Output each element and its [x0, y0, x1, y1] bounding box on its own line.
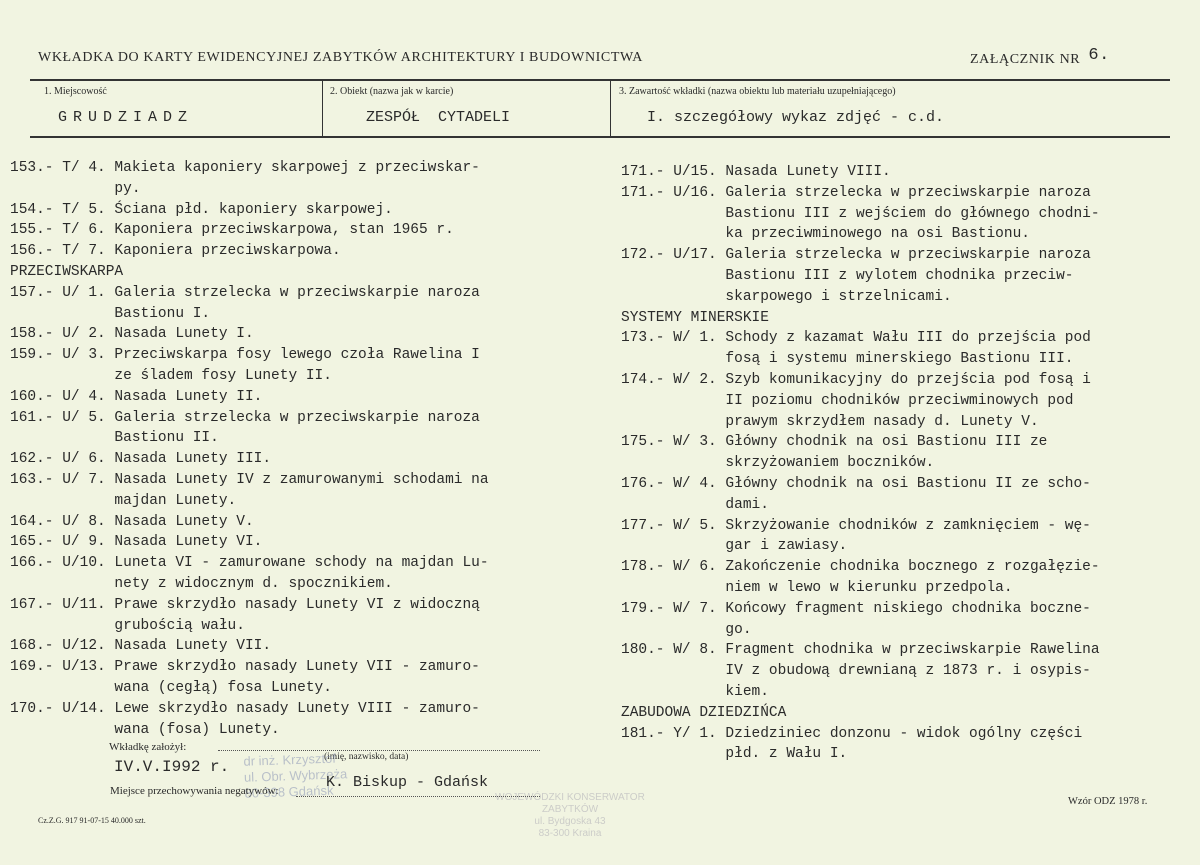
photo-entry-line: 166.- U/10. Luneta VI - zamurowane schody na majdan Lu-: [10, 555, 489, 572]
photo-entry-line: 171.- U/16. Galeria strzelecka w przeciwskarpie naroza: [621, 184, 1091, 201]
section-heading: [621, 308, 1191, 329]
photo-entry-line: Bastionu III z wylotem chodnika przeciw-: [621, 267, 1074, 284]
photo-entry-line: fosą i systemu minerskiego Bastionu III.: [621, 351, 1074, 368]
photo-entry: [621, 724, 1191, 766]
photo-list-right: [621, 162, 1191, 765]
inserted-date: IV.V.I992 r.: [114, 758, 230, 776]
photo-entry-line: skrzyżowaniem boczników.: [621, 455, 935, 472]
photo-entry-line: 171.- U/15. Nasada Lunety VIII.: [621, 164, 891, 180]
stamp-line: WOJEWÓDZKI KONSERWATOR: [495, 792, 645, 803]
form-title: WKŁADKA DO KARTY EWIDENCYJNEJ ZABYTKÓW ARCHITEKTURY I BUDOWNICTWA: [38, 50, 643, 65]
photo-entry-line: 177.- W/ 5. Skrzyżowanie chodników z zamknięciem - wę-: [621, 517, 1091, 534]
photo-entry-line: skarpowego i strzelnicami.: [621, 288, 952, 305]
photo-entry: [621, 183, 1191, 245]
photo-entry: [621, 557, 1191, 599]
field-place-label: 1. Miejscowość: [44, 86, 107, 97]
photo-entry: [10, 699, 600, 741]
photo-entry: [10, 241, 600, 262]
photo-entry-line: dami.: [621, 496, 769, 513]
photo-entry-line: IV z obudową drewnianą z 1873 r. i osypis-: [621, 663, 1091, 680]
attachment-number: 6.: [1088, 46, 1110, 65]
photo-entry-line: 172.- U/17. Galeria strzelecka w przeciwskarpie naroza: [621, 247, 1091, 264]
photo-entry-line: wana (cegłą) fosa Lunety.: [10, 679, 332, 696]
field-object-label: 2. Obiekt (nazwa jak w karcie): [330, 86, 454, 97]
field-content-label: 3. Zawartość wkładki (nazwa obiektu lub materiału uzupełniającego): [619, 86, 896, 97]
stamp-line: ul. Obr. Wybrzeża: [243, 766, 348, 785]
photo-entry-line: 159.- U/ 3. Przeciwskarpa fosy lewego czoła Rawelina I: [10, 347, 480, 364]
photo-entry: [10, 200, 600, 221]
photo-entry-line: 180.- W/ 8. Fragment chodnika w przeciwskarpie Rawelina: [621, 642, 1100, 659]
print-info: Cz.Z.G. 917 91-07-15 40.000 szt.: [38, 816, 146, 825]
office-stamp: [470, 792, 670, 840]
section-heading-text: ZABUDOWA DZIEDZIŃCA: [621, 704, 787, 721]
photo-entry-line: 160.- U/ 4. Nasada Lunety II.: [10, 388, 263, 405]
photo-entry-line: 161.- U/ 5. Galeria strzelecka w przeciwskarpie naroza: [10, 409, 480, 426]
photo-entry: [10, 449, 600, 470]
attachment-label-text: ZAŁĄCZNIK NR: [970, 52, 1081, 67]
photo-entry-line: Bastionu II.: [10, 430, 219, 447]
template-info: Wzór ODZ 1978 r.: [1068, 796, 1148, 807]
photo-entry-line: II poziomu chodników przeciwminowych pod: [621, 392, 1074, 409]
photo-entry: [10, 408, 600, 450]
header-rule-bottom: [30, 136, 1170, 138]
photo-entry-line: 154.- T/ 5. Ściana płd. kaponiery skarpowej.: [10, 201, 393, 218]
section-heading: [621, 703, 1191, 724]
photo-entry-line: 162.- U/ 6. Nasada Lunety III.: [10, 451, 272, 468]
photo-entry: [621, 599, 1191, 641]
photo-entry-line: 168.- U/12. Nasada Lunety VII.: [10, 638, 272, 655]
photo-entry-line: 179.- W/ 7. Końcowy fragment niskiego chodnika boczne-: [621, 600, 1091, 617]
photo-entry: [621, 245, 1191, 307]
inserted-by-label: Wkładkę założył:: [109, 741, 187, 753]
photo-entry: [621, 162, 1191, 183]
photo-entry-line: 164.- U/ 8. Nasada Lunety V.: [10, 513, 254, 530]
photo-entry-line: go.: [621, 621, 752, 638]
photo-entry: [621, 328, 1191, 370]
photo-entry-line: 156.- T/ 7. Kaponiera przeciwskarpowa.: [10, 243, 341, 260]
photo-entry: [10, 387, 600, 408]
photo-entry: [10, 220, 600, 241]
photo-entry: [10, 470, 600, 512]
storage-line: [296, 796, 540, 797]
photo-entry-line: 158.- U/ 2. Nasada Lunety I.: [10, 326, 254, 343]
section-heading-text: SYSTEMY MINERSKIE: [621, 309, 769, 326]
field-place-value: GRUDZIADZ: [58, 109, 194, 126]
photo-entry-line: ze śladem fosy Lunety II.: [10, 367, 332, 384]
photo-entry-line: kiem.: [621, 683, 769, 700]
photo-entry-line: 153.- T/ 4. Makieta kaponiery skarpowej z przeciwskar-: [10, 160, 480, 176]
photo-entry: [10, 657, 600, 699]
photo-entry-line: 176.- W/ 4. Główny chodnik na osi Bastionu II ze scho-: [621, 475, 1091, 492]
photo-entry-line: 167.- U/11. Prawe skrzydło nasady Lunety VI z widoczną: [10, 596, 480, 613]
photo-entry: [621, 432, 1191, 474]
stamp-line: ul. Bydgoska 43: [534, 816, 606, 827]
field-content-value: I. szczegółowy wykaz zdjęć - c.d.: [647, 109, 945, 126]
stamp-line: 80-398 Gdańsk: [244, 782, 334, 801]
photo-entry-line: 170.- U/14. Lewe skrzydło nasady Lunety VIII - zamuro-: [10, 700, 480, 717]
photo-entry-line: ka przeciwminowego na osi Bastionu.: [621, 226, 1030, 243]
photo-list-left: [10, 158, 600, 740]
photo-entry: [621, 640, 1191, 702]
photo-entry-line: gar i zawiasy.: [621, 538, 848, 555]
section-heading: [10, 262, 600, 283]
photo-entry: [10, 158, 600, 200]
photo-entry-line: py.: [10, 180, 141, 197]
inserted-by-line: [218, 750, 540, 751]
photo-entry-line: nety z widocznym d. spocznikiem.: [10, 575, 393, 592]
photo-entry-line: 178.- W/ 6. Zakończenie chodnika bocznego z rozgałęzie-: [621, 559, 1100, 576]
storage-label: Miejsce przechowywania negatywów:: [110, 785, 279, 797]
photo-entry-line: 181.- Y/ 1. Dziedziniec donzonu - widok ogólny części: [621, 725, 1083, 742]
header-rule-top: [30, 79, 1170, 81]
photo-entry: [621, 474, 1191, 516]
attachment-label: [970, 46, 1110, 69]
photo-entry-line: 165.- U/ 9. Nasada Lunety VI.: [10, 534, 263, 551]
photo-entry-line: 155.- T/ 6. Kaponiera przeciwskarpowa, stan 1965 r.: [10, 222, 454, 239]
header-divider-2: [610, 80, 611, 137]
photo-entry-line: 173.- W/ 1. Schody z kazamat Wału III do przejścia pod: [621, 330, 1091, 347]
photo-entry-line: grubością wału.: [10, 617, 245, 634]
photo-entry-line: płd. z Wału I.: [621, 746, 848, 763]
name-date-hint: (imię, nazwisko, data): [324, 752, 409, 762]
photo-entry-line: niem w lewo w kierunku przedpola.: [621, 579, 1013, 596]
photo-entry-line: Bastionu III z wejściem do głównego chodni-: [621, 205, 1100, 222]
field-object-value: ZESPÓŁ CYTADELI: [366, 109, 511, 126]
photo-entry-line: majdan Lunety.: [10, 492, 237, 509]
photo-entry-line: 169.- U/13. Prawe skrzydło nasady Lunety VII - zamuro-: [10, 659, 480, 676]
photo-entry-line: 163.- U/ 7. Nasada Lunety IV z zamurowanymi schodami na: [10, 471, 489, 488]
photo-entry: [10, 512, 600, 533]
photo-entry-line: wana (fosa) Lunety.: [10, 721, 280, 738]
photo-entry: [10, 345, 600, 387]
photo-entry-line: 175.- W/ 3. Główny chodnik na osi Bastionu III ze: [621, 434, 1048, 451]
photo-entry-line: 157.- U/ 1. Galeria strzelecka w przeciwskarpie naroza: [10, 284, 480, 301]
stamp-line: ZABYTKÓW: [541, 804, 599, 815]
photo-entry: [10, 595, 600, 637]
photo-entry-line: prawym skrzydłem nasady d. Lunety V.: [621, 413, 1039, 430]
photo-entry: [621, 370, 1191, 432]
section-heading-text: PRZECIWSKARPA: [10, 263, 124, 280]
stamp-line: 83-300 Kraina: [538, 828, 602, 839]
photo-entry-line: Bastionu I.: [10, 305, 211, 322]
stamp-line: dr inż. Krzysztof: [243, 750, 337, 769]
storage-author: K. Biskup - Gdańsk: [326, 774, 489, 791]
photo-entry: [621, 516, 1191, 558]
photo-entry: [10, 324, 600, 345]
photo-entry: [10, 532, 600, 553]
header-divider-1: [322, 80, 323, 137]
photo-entry: [10, 283, 600, 325]
photo-entry: [10, 636, 600, 657]
photo-entry-line: 174.- W/ 2. Szyb komunikacyjny do przejścia pod fosą i: [621, 371, 1091, 388]
photo-entry: [10, 553, 600, 595]
